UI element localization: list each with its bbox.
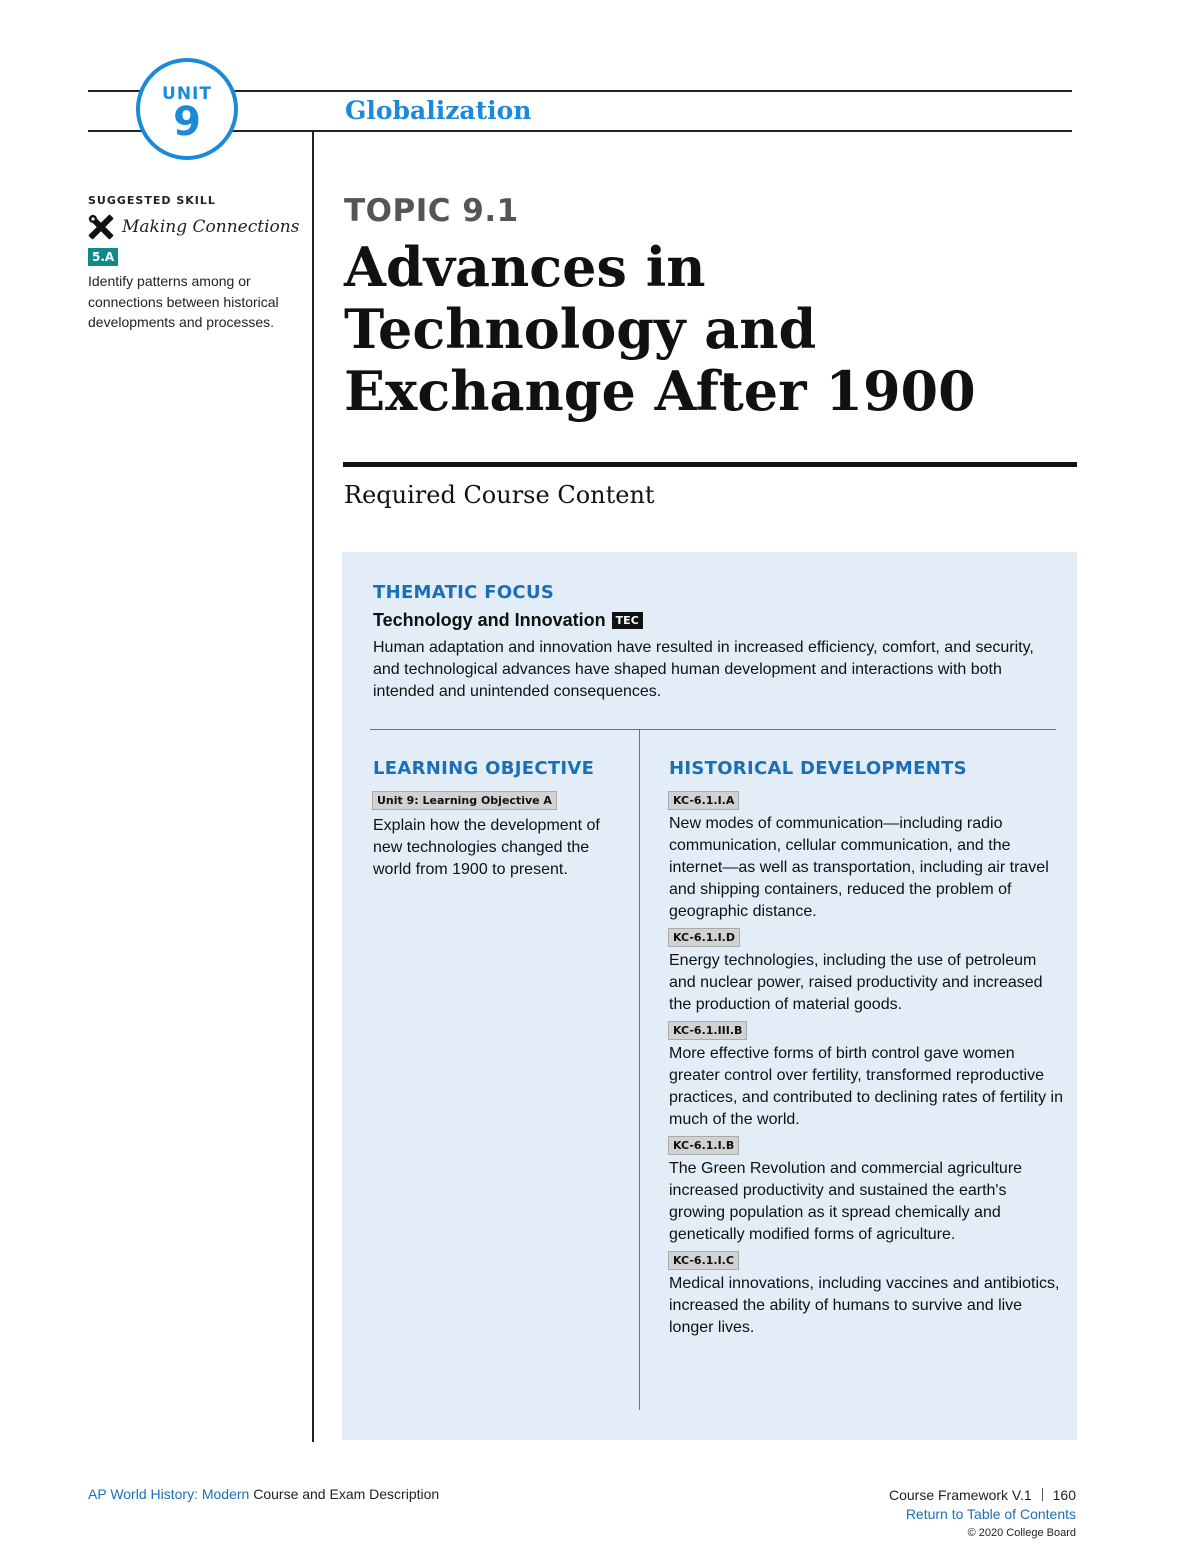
footer-course [88,1486,439,1502]
unit-word: UNIT [162,84,212,104]
development-text: New modes of communication—including radio communication, cellular communication, and the internet—as well as transportation, including air travel and shipping containers, reduced the problem of geographic distance. [669,815,1049,920]
theme-title-row [373,610,643,631]
key-concept-tag: KC-6.1.I.A [668,791,739,810]
key-concept-tag: KC-6.1.I.C [668,1251,739,1270]
section-heading: Required Course Content [344,481,655,509]
sidebar-divider [312,132,314,1442]
key-concept-tag: KC-6.1.III.B [668,1021,747,1040]
topic-title-line: Technology and [344,297,817,361]
key-concept-tag: KC-6.1.I.D [668,928,740,947]
suggested-skill-label: SUGGESTED SKILL [88,194,216,207]
development-text: Energy technologies, including the use of petroleum and nuclear power, raised productivity and increased the production of material goods. [669,952,1043,1013]
skill-row [88,214,299,240]
title-rule [343,462,1077,467]
topic-title-line: Exchange After 1900 [344,359,976,423]
course-suffix: Course and Exam Description [253,1486,440,1502]
theme-code-badge: TEC [612,612,643,629]
section-divider [370,729,1056,730]
thematic-focus-body: Human adaptation and innovation have resulted in increased efficiency, comfort, and security, and technological advances have shaped human development and interactions with both intended and unintended consequences. [373,639,1034,700]
development-text: The Green Revolution and commercial agriculture increased productivity and sustained the earth's growing population as it spread chemically and genetically modified forms of agriculture. [669,1160,1023,1243]
development-text: Medical innovations, including vaccines and antibiotics, increased the ability of humans to survive and live longer lives. [669,1275,1060,1336]
toc-link[interactable]: Return to Table of Contents [905,1506,1076,1522]
page-number: 160 [1052,1487,1076,1503]
skill-description: Identify patterns among or connections between historical developments and processes. [88,273,279,330]
unit-badge [136,58,238,160]
list-item [668,791,1063,923]
learning-objective-body: Explain how the development of new technologies changed the world from 1900 to present. [373,817,600,878]
footer-right [889,1486,1076,1543]
copyright: © 2020 College Board [967,1527,1076,1539]
learning-objective-heading: LEARNING OBJECTIVE [373,758,595,779]
historical-developments-heading: HISTORICAL DEVELOPMENTS [669,758,967,779]
framework-label: Course Framework V.1 [888,1487,1032,1503]
header-rule-top [88,90,1072,92]
key-concept-tag: KC-6.1.I.B [668,1136,739,1155]
unit-number: 9 [173,99,201,145]
tools-icon [88,214,114,240]
thematic-focus-heading: THEMATIC FOCUS [373,582,555,603]
list-item [668,1251,1063,1339]
footer-page-line [889,1486,1076,1505]
topic-title [344,236,1084,422]
unit-title: Globalization [345,96,532,125]
skill-name: Making Connections [122,217,300,237]
list-item [668,1136,1063,1246]
theme-title: Technology and Innovation [373,610,606,630]
historical-developments-list [668,791,1063,1344]
course-name: AP World History: Modern [88,1486,250,1502]
skill-code-badge: 5.A [88,248,118,266]
footer-separator [1042,1488,1043,1501]
list-item [668,928,1063,1016]
header-rule-bottom [88,130,1072,132]
development-text: More effective forms of birth control gave women greater control over fertility, transformed reproductive practices, and contributed to declining rates of fertility in much of the world. [669,1045,1063,1128]
topic-label: TOPIC 9.1 [344,193,519,229]
learning-objective-tag: Unit 9: Learning Objective A [372,791,557,810]
list-item [668,1021,1063,1131]
topic-title-line: Advances in [344,235,706,299]
column-divider [639,730,640,1410]
